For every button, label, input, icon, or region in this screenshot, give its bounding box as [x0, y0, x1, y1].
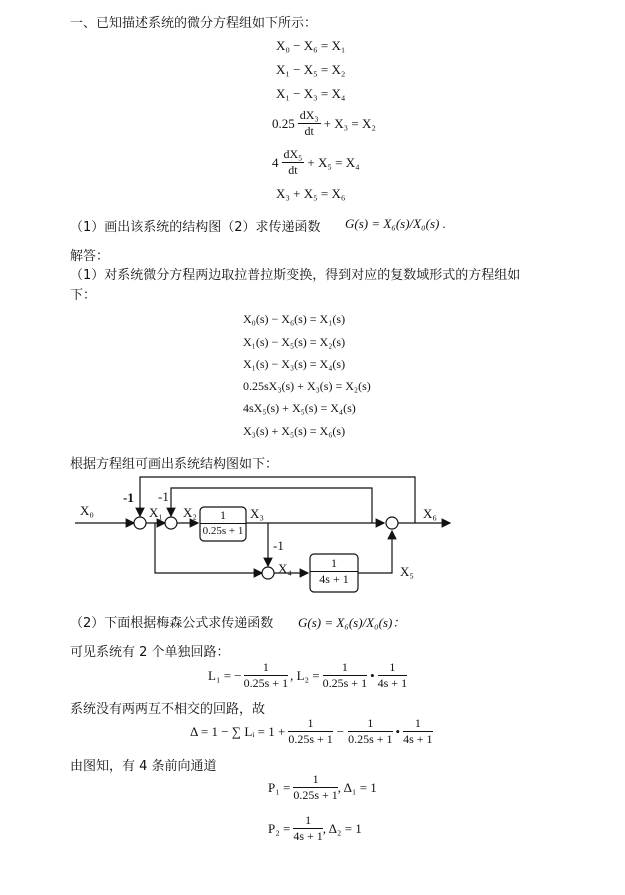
summing-junction-1 [134, 517, 146, 529]
equation-2: X₁ − X₅ = X₂ [276, 62, 346, 77]
eq5-rest: + X₅ = X₄ [307, 154, 360, 170]
summing-junction-2 [165, 517, 177, 529]
problem-header: 一、已知描述系统的微分方程组如下所示： [70, 16, 318, 31]
path-2-equation [268, 813, 362, 844]
laplace-eq-2: X₁(s) − X₅(s) = X₂(s) [243, 335, 346, 349]
P1-rest: , Δ₁ = 1 [337, 779, 377, 795]
L2-denominator-1: 0.25s + 1 [322, 676, 368, 690]
solution-label: 解答： [70, 249, 110, 264]
summing-junction-4 [262, 567, 274, 579]
block-2-denominator: 4s + 1 [319, 572, 349, 586]
label-x4: X₄ [278, 561, 292, 576]
L1-numerator: 1 [244, 660, 288, 676]
label-x1: X₁ [149, 505, 163, 520]
label-x5: X₅ [400, 564, 414, 579]
question-text: （1）画出该系统的结构图（2）求传递函数 [70, 220, 321, 235]
laplace-eq-4: 0.25sX₃(s) + X₃(s) = X₂(s) [243, 379, 371, 393]
laplace-eq-6: X₃(s) + X₅(s) = X₆(s) [243, 424, 346, 438]
equation-1: X₀ − X₆ = X₁ [276, 38, 346, 53]
label-gain-outer: -1 [123, 490, 134, 505]
label-gain-down: -1 [273, 538, 284, 553]
question-formula: G(s) = X₆(s)/X₀(s) . [345, 216, 446, 231]
delta-fraction-2 [348, 716, 392, 747]
P1-denominator: 0.25s + 1 [293, 788, 338, 802]
equation-6: X₃ + X₅ = X₆ [276, 186, 346, 201]
diagram-intro: 根据方程组可画出系统结构图如下： [70, 457, 279, 472]
delta-denominator-3: 4s + 1 [403, 732, 433, 746]
laplace-eq-5: 4sX₅(s) + X₅(s) = X₄(s) [243, 401, 356, 415]
label-x2: X₂ [183, 505, 197, 520]
L2-fraction-1 [323, 660, 367, 691]
delta-fraction-1 [288, 716, 332, 747]
laplace-eq-1: X₀(s) − X₆(s) = X₁(s) [243, 312, 346, 326]
outer-feedback-line [140, 477, 415, 523]
delta-denominator-2: 0.25s + 1 [348, 732, 393, 746]
L1-lhs: L₁ = − [208, 667, 242, 683]
block-1-denominator: 0.25s + 1 [202, 525, 244, 537]
L2-numerator-2: 1 [378, 660, 407, 676]
L2-fraction-2 [378, 660, 407, 691]
label-x6: X₆ [423, 506, 437, 521]
eq5-numerator: dX₅ [283, 147, 303, 161]
eq4-rest: + X₃ = X₂ [323, 115, 376, 131]
L2-lhs: , L₂ = [290, 667, 320, 683]
loop-gains [208, 660, 407, 691]
paths-text: 由图知，有 4 条前向通道 [70, 759, 217, 774]
delta-numerator-3: 1 [403, 716, 432, 732]
eq4-denominator: dt [304, 124, 314, 138]
x5-line [358, 531, 392, 573]
P1-lhs: P₁ = [268, 779, 291, 795]
block-2-numerator: 1 [310, 556, 358, 572]
laplace-eq-3: X₁(s) − X₃(s) = X₄(s) [243, 357, 346, 371]
P2-rest: , Δ₂ = 1 [322, 820, 362, 836]
label-x0: X₀ [80, 503, 94, 518]
L2-denominator-2: 4s + 1 [377, 676, 408, 690]
P2-denominator: 4s + 1 [293, 829, 323, 843]
L1-fraction [244, 660, 288, 691]
no-touch-text: 系统没有两两互不相交的回路，故 [70, 702, 266, 717]
label-gain-inner: -1 [158, 489, 169, 504]
block-1-tf [200, 508, 246, 539]
P1-fraction [293, 772, 337, 803]
path-1-equation [268, 772, 377, 803]
delta-numerator-2: 1 [348, 716, 392, 732]
L2-numerator-1: 1 [323, 660, 367, 676]
L2-dot: • [370, 667, 375, 683]
loops-text: 可见系统有 2 个单独回路： [70, 645, 230, 660]
part2-formula: G(s) = X₆(s)/X₀(s)： [298, 615, 406, 630]
delta-fraction-3 [403, 716, 432, 747]
delta-denominator-1: 0.25s + 1 [288, 732, 333, 746]
part2-intro: （2）下面根据梅森公式求传递函数 [70, 616, 274, 631]
P2-numerator: 1 [293, 813, 322, 829]
equation-3: X₁ − X₃ = X₄ [276, 86, 346, 101]
P2-fraction [293, 813, 322, 844]
eq5-denominator: dt [288, 163, 298, 177]
L1-denominator: 0.25s + 1 [243, 676, 289, 690]
block-1-numerator: 1 [200, 508, 246, 524]
delta-numerator-1: 1 [288, 716, 332, 732]
eq5-coef: 4 [272, 154, 279, 170]
delta-dot: • [395, 723, 401, 739]
P1-numerator: 1 [293, 772, 337, 788]
delta-minus: − [336, 723, 345, 739]
label-x3: X₃ [250, 506, 264, 521]
delta-lhs: Δ = 1 − ∑ Lᵢ = 1 + [190, 723, 286, 739]
P2-lhs: P₂ = [268, 820, 291, 836]
block-2-tf [310, 556, 358, 587]
summing-junction-3 [386, 517, 398, 529]
delta-equation [190, 716, 433, 747]
eq4-numerator: dX₃ [299, 108, 319, 122]
part1-text-line1: （1）对系统微分方程两边取拉普拉斯变换，得到对应的复数域形式的方程组如 [70, 268, 521, 283]
eq4-coef: 0.25 [272, 115, 295, 131]
part1-text-line2: 下： [70, 288, 97, 303]
